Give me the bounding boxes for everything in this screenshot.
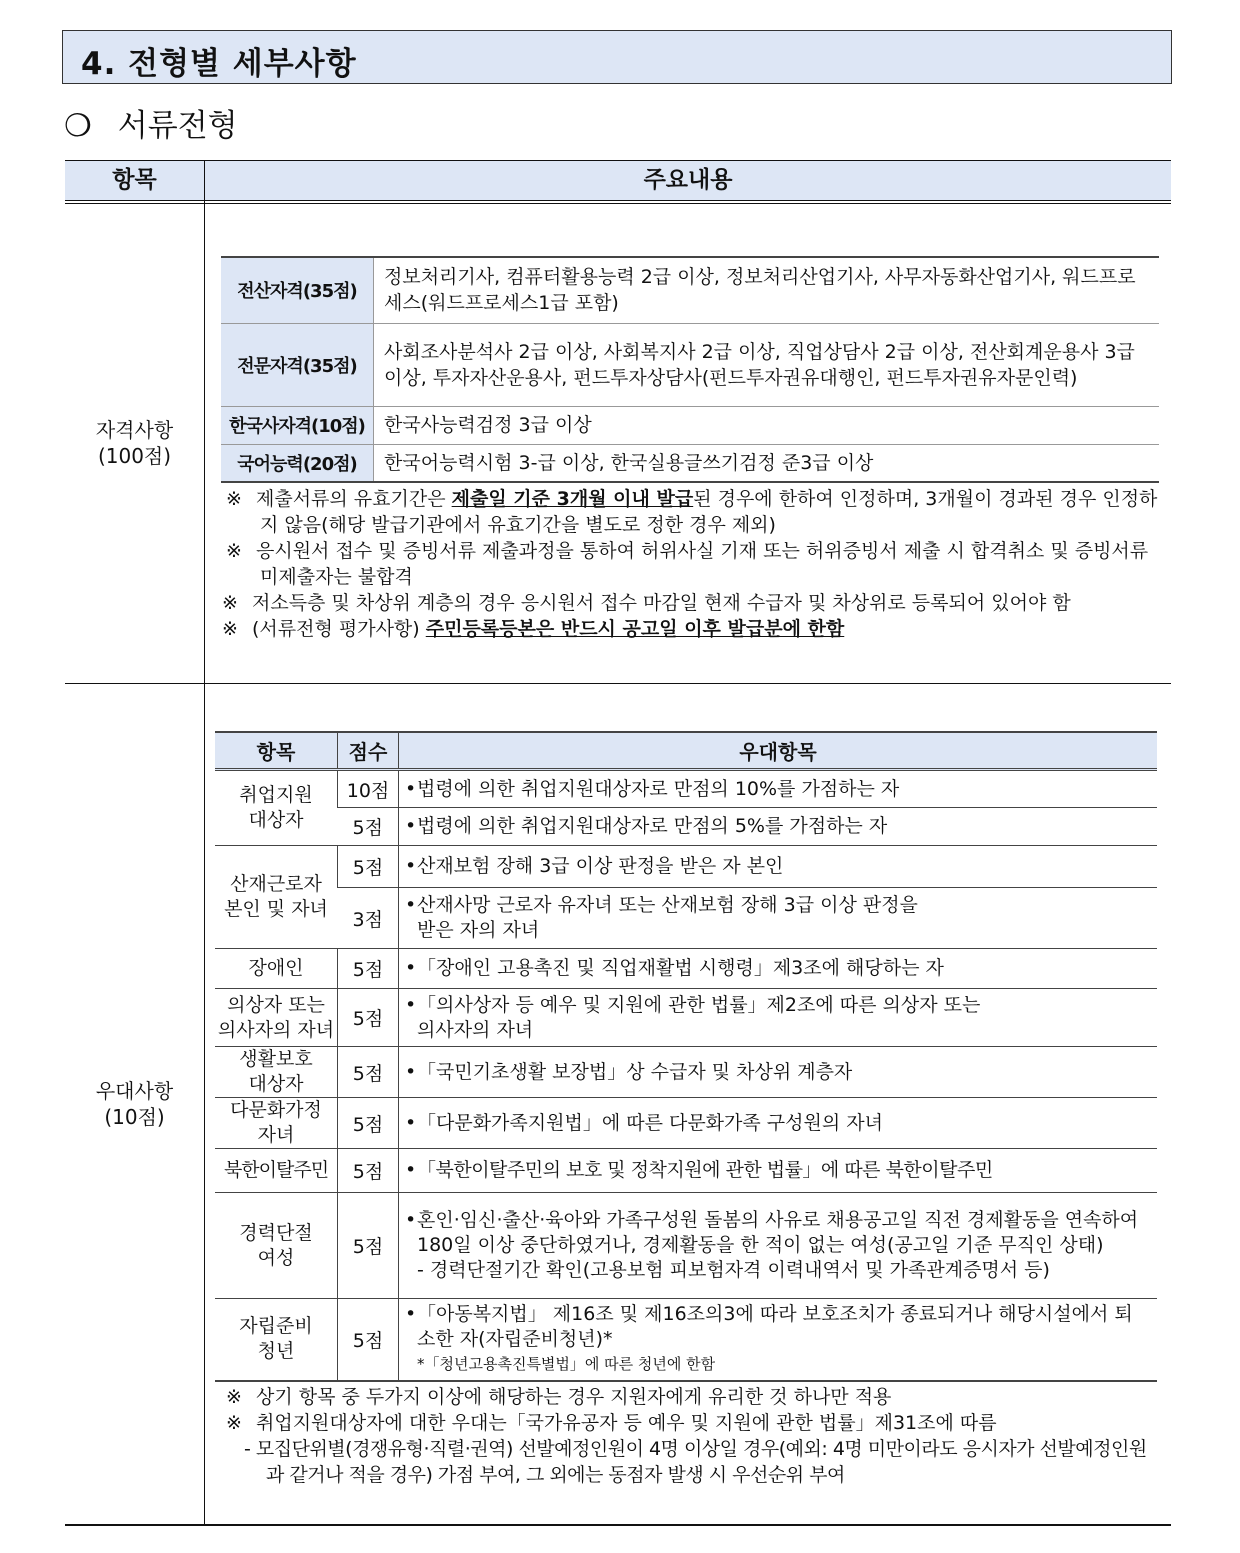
preference-desc [399,949,1158,989]
header-divider-2 [65,203,1171,204]
note-item [226,1410,1162,1436]
note-sub-item: - 모집단위별(경쟁유형·직렬·권역) 선발예정인원이 4명 이상일 경우(예외: 4명 미만이라도 응시자가 선발예정인원과 같거나 적을 경우) 가점 부여, 그 외에는 동점자 발생 시 우선순위 부여 [244,1438,1147,1486]
table-row [215,846,1157,888]
note-text: (서류전형 평가사항) [252,618,426,640]
note-text: 된 경우에 한하여 인정하며, 3개월이 경과된 경우 인정하지 않음(해당 발급기관에서 유효기간을 별도로 정한 경우 제외) [260,488,1158,536]
category-career-break: 경력단절 여성 [215,1193,338,1299]
bullet-icon: • [405,815,417,837]
note-text: 취업지원대상자에 대한 우대는「국가유공자 등 예우 및 지원에 관한 법률」제31조에 따름 [256,1412,997,1434]
desc-footnote: *「청년고용촉진특별법」에 따른 청년에 한함 [417,1354,716,1373]
qualification-content: 사회조사분석사 2급 이상, 사회복지사 2급 이상, 직업상담사 2급 이상, 전산회계운용사 3급 이상, 투자자산운용사, 펀드투자상담사(펀드투자권유대행인, 펀드투자권유자문인력) [374,323,1160,406]
desc-text: 산재사망 근로자 유자녀 또는 산재보험 장해 3급 이상 판정을 받은 자의 자녀 [417,894,918,941]
desc-text: 「아동복지법」 제16조 및 제16조의3에 따라 보호조치가 종료되거나 해당시설에서 퇴소한 자(자립준비청년)* [417,1302,1133,1350]
table-row [215,949,1157,989]
preference-desc [399,989,1158,1047]
bullet-icon: • [405,1111,417,1134]
qualifications-table [221,256,1159,483]
table-row [215,808,1157,846]
desc-sub: - 경력단절기간 확인(고용보험 피보험자격 이력내역서 및 가족관계증명서 등) [417,1259,1050,1281]
table-row [215,1299,1157,1381]
bullet-icon: • [405,993,417,1016]
pref-header-score: 점수 [338,732,399,770]
note-emphasis: 제출일 기준 3개월 이내 발급 [451,488,694,510]
score: 5점 [338,1098,399,1149]
note-item [222,590,1162,616]
qualification-content: 한국어능력시험 3-급 이상, 한국실용글쓰기검정 준3급 이상 [374,444,1160,482]
preference-desc [399,1299,1158,1381]
qualification-notes [222,486,1162,642]
table-row [215,888,1157,949]
category-multicultural: 다문화가정 자녀 [215,1098,338,1149]
preference-desc [399,1193,1158,1299]
bullet-icon: • [405,1159,416,1181]
score: 3점 [338,888,399,949]
category-defector: 북한이탈주민 [215,1149,338,1193]
qualification-label-computer: 전산자격(35점) [221,257,374,323]
desc-text: 「다문화가족지원법」에 따른 다문화가족 구성원의 자녀 [417,1111,883,1134]
note-item [222,616,1162,642]
score: 10점 [338,770,399,808]
qualification-content: 정보처리기사, 컴퓨터활용능력 2급 이상, 정보처리산업기사, 사무자동화산업기사, 워드프로세스(워드프로세스1급 포함) [374,257,1160,323]
qualification-row [221,444,1159,482]
table-row [215,1193,1157,1299]
note-item [226,538,1162,590]
reference-mark: ※ [226,488,242,510]
category-industrial: 산재근로자 본인 및 자녀 [215,846,338,949]
preference-label: 우대사항 (10점) [95,1079,174,1129]
bullet-icon: • [405,1060,417,1083]
reference-mark: ※ [222,592,238,614]
score: 5점 [338,1193,399,1299]
desc-text: 혼인·임신·출산·육아와 가족구성원 돌봄의 사유로 채용공고일 직전 경제활동을 연속하여 180일 이상 중단하였거나, 경제활동을 한 적이 없는 여성(공고일 기준 무직인 상태) [417,1209,1139,1256]
main-header-content: 주요내용 [205,161,1171,201]
table-bottom-border [65,1524,1171,1526]
desc-text: 산재보험 장해 3급 이상 판정을 받은 자 본인 [417,855,784,877]
note-text: 응시원서 접수 및 증빙서류 제출과정을 통하여 허위사실 기재 또는 허위증빙서 제출 시 합격취소 및 증빙서류 미제출자는 불합격 [256,540,1149,588]
bullet-icon: • [405,1302,417,1325]
table-row [215,1098,1157,1149]
score: 5점 [338,846,399,888]
table-row [215,1149,1157,1193]
preference-desc [399,1098,1158,1149]
note-emphasis: 주민등록등본은 반드시 공고일 이후 발급분에 한함 [425,618,845,640]
score: 5점 [338,808,399,846]
desc-text: 「장애인 고용촉진 및 직업재활법 시행령」제3조에 해당하는 자 [417,957,944,979]
preference-desc [399,1149,1158,1193]
qualification-label-professional: 전문자격(35점) [221,323,374,406]
category-job-support: 취업지원 대상자 [215,770,338,846]
section-title: 4. 전형별 세부사항 [81,46,357,82]
table-row [215,770,1157,808]
qualification-row [221,257,1159,323]
category-livelihood: 생활보호 대상자 [215,1047,338,1098]
circle-bullet-icon: ❍ [64,108,92,144]
qualification-label-korean: 국어능력(20점) [221,444,374,482]
category-self-reliance: 자립준비 청년 [215,1299,338,1381]
pref-header-item: 항목 [215,732,338,770]
desc-text: 「국민기초생활 보장법」상 수급자 및 차상위 계층자 [417,1060,853,1083]
subheading [64,100,238,145]
row-divider [65,683,1171,684]
preference-desc [399,808,1158,846]
bullet-icon: • [405,1209,417,1231]
note-item [226,1384,1162,1410]
score: 5점 [338,1047,399,1098]
bullet-icon: • [405,957,417,979]
subheading-title: 서류전형 [117,108,238,144]
score: 5점 [338,1149,399,1193]
preference-desc [399,888,1158,949]
preferences-table [215,731,1157,1382]
note-text: 저소득층 및 차상위 계층의 경우 응시원서 접수 마감일 현재 수급자 및 차상위로 등록되어 있어야 함 [252,592,1071,614]
desc-text: 「의사상자 등 예우 및 지원에 관한 법률」제2조에 따른 의상자 또는 의사자의 자녀 [417,993,981,1041]
note-text: 상기 항목 중 두가지 이상에 해당하는 경우 지원자에게 유리한 것 하나만 적용 [256,1386,892,1408]
note-item [226,486,1162,538]
pref-header-pref: 우대항목 [399,732,1158,770]
bullet-icon: • [405,855,417,877]
qualification-content: 한국사능력검정 3급 이상 [374,406,1160,444]
desc-text: 법령에 의한 취업지원대상자로 만점의 5%를 가점하는 자 [417,815,888,837]
preference-desc [399,1047,1158,1098]
desc-main [405,1208,1149,1258]
bullet-icon: • [405,894,417,916]
score: 5점 [338,989,399,1047]
section-header [62,30,1172,84]
preference-notes [222,1384,1162,1488]
header-divider-1 [65,200,1171,201]
column-divider [204,161,205,1525]
reference-mark: ※ [226,540,242,562]
score: 5점 [338,949,399,989]
qualification-row [221,406,1159,444]
reference-mark: ※ [226,1386,242,1408]
category-disabled: 장애인 [215,949,338,989]
qualification-label-history: 한국사자격(10점) [221,406,374,444]
reference-mark: ※ [222,618,238,640]
preference-desc [399,846,1158,888]
qualification-label: 자격사항 (100점) [95,418,174,468]
desc-main [405,1302,1149,1352]
preference-desc [399,770,1158,808]
table-row [215,989,1157,1047]
table-row [215,1047,1157,1098]
qualification-row [221,323,1159,406]
main-header-item: 항목 [65,161,204,201]
preferences-header-row [215,732,1157,770]
desc-text: 법령에 의한 취업지원대상자로 만점의 10%를 가점하는 자 [417,777,900,800]
reference-mark: ※ [226,1412,242,1434]
bullet-icon: • [405,777,417,800]
category-righteous: 의상자 또는 의사자의 자녀 [215,989,338,1047]
note-text: 제출서류의 유효기간은 [256,488,452,510]
desc-text: 「북한이탈주민의 보호 및 정착지원에 관한 법률」에 따른 북한이탈주민 [417,1159,993,1181]
score: 5점 [338,1299,399,1381]
